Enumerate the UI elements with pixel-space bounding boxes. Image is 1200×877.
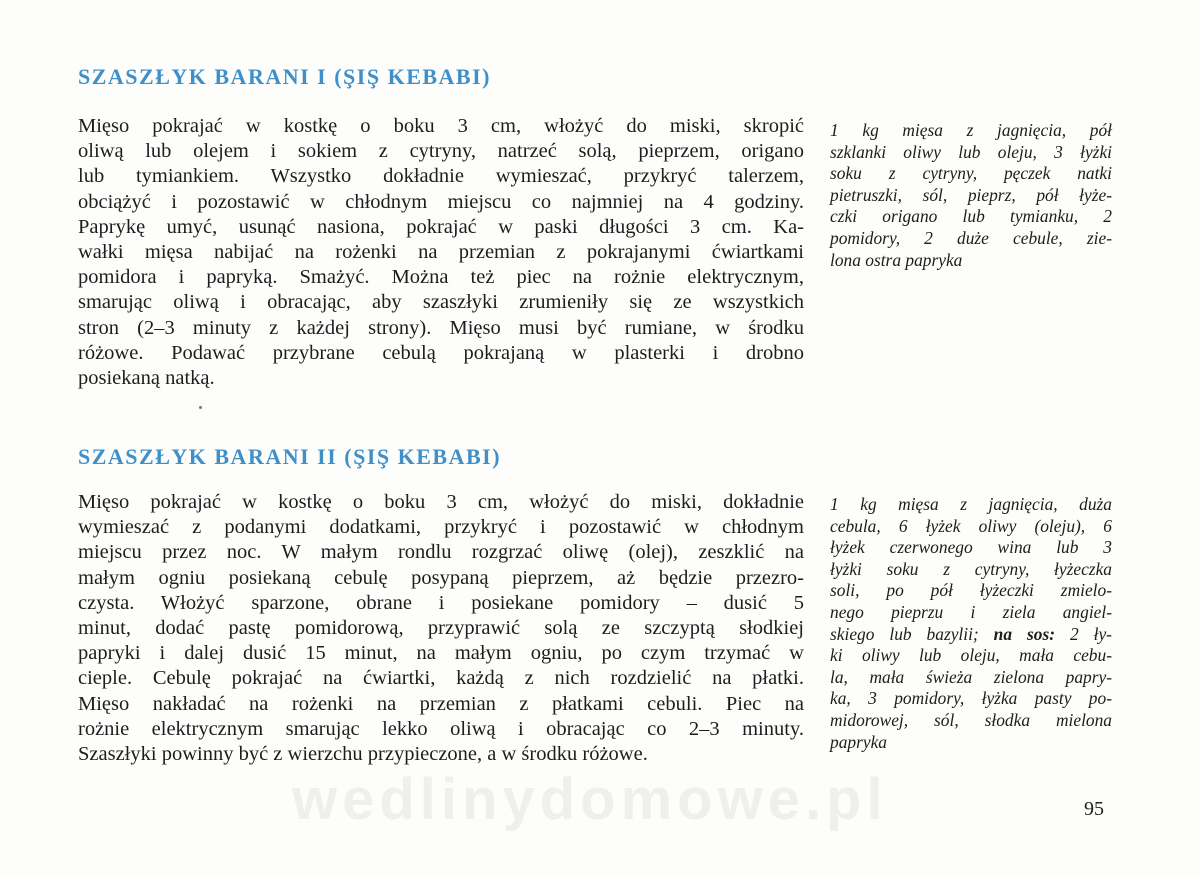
instruction-line: Mięso nakładać na rożenki na przemian z płatkami cebuli. Piec na <box>78 692 804 715</box>
instruction-line: minut, dodać pastę pomidorową, przyprawić solą ze szczyptą słodkiej <box>78 617 804 640</box>
instruction-line: obciążyć i pozostawić w chłodnym miejscu co najmniej na 4 godziny. <box>78 190 804 213</box>
ingredient-line: 1 kg mięsa z jagnięcia, pół <box>830 120 1112 140</box>
instruction-line: papryki i dalej dusić 15 minut, na małym ogniu, po czym trzymać w <box>78 642 804 665</box>
instruction-line: smarując oliwą i obracając, aby szaszłyki zrumieniły się ze wszystkich <box>78 291 804 314</box>
ingredient-line: łyżek czerwonego wina lub 3 <box>830 537 1112 558</box>
instruction-line: wymieszać z podanymi dodatkami, przykryć i pozostawić w chłodnym <box>78 516 804 539</box>
ingredient-line: 1 kg mięsa z jagnięcia, duża <box>830 494 1112 514</box>
watermark: wedlinydomowe.pl <box>292 767 888 832</box>
ingredient-line: soku z cytryny, pęczek natki <box>830 163 1112 184</box>
instruction-line: Szaszłyki powinny być z wierzchu przypieczone, a w środku różowe. <box>78 743 648 766</box>
instruction-line: miejscu przez noc. W małym rondlu rozgrzać oliwę (olej), zeszklić na <box>78 541 804 564</box>
recipe-1-title: SZASZŁYK BARANI I (ŞIŞ KEBABI) <box>78 64 491 89</box>
sauce-text: 2 ły- <box>1069 623 1112 644</box>
instruction-line: lub tymiankiem. Wszystko dokładnie wymieszać, przykryć talerzem, <box>78 165 804 188</box>
ingredient-line: soli, po pół łyżeczki zmielo- <box>830 580 1112 601</box>
ingredient-line-with-sauce <box>830 624 1112 646</box>
ingredient-line: łyżki soku z cytryny, łyżeczka <box>830 558 1112 579</box>
ingredient-line: szklanki oliwy lub oleju, 3 łyżki <box>830 141 1112 162</box>
instruction-line: Mięso pokrajać w kostkę o boku 3 cm, włożyć do miski, dokładnie <box>78 491 804 513</box>
ingredient-line: czki origano lub tymianku, 2 <box>830 206 1112 227</box>
instruction-line: rożnie elektrycznym smarując lekko oliwą i obracając co 2–3 minuty. <box>78 717 804 740</box>
ingredient-line: lona ostra papryka <box>830 249 963 270</box>
instruction-line: cieple. Cebulę pokrajać na ćwiartki, każdą z nich rozdzielić na płatki. <box>78 667 804 690</box>
recipe-2-title: SZASZŁYK BARANI II (ŞIŞ KEBABI) <box>78 444 502 469</box>
ingredient-line: ki oliwy lub oleju, mała cebu- <box>830 645 1112 666</box>
instruction-line: Mięso pokrajać w kostkę o boku 3 cm, włożyć do miski, skropić <box>78 115 804 137</box>
ingredient-line: cebula, 6 łyżek oliwy (oleju), 6 <box>830 515 1112 536</box>
instruction-line: różowe. Podawać przybrane cebulą pokrajaną w plasterki i drobno <box>78 341 804 364</box>
ingredient-line: ka, 3 pomidory, łyżka pasty po- <box>830 688 1112 709</box>
page-number: 95 <box>1084 798 1104 820</box>
ingredient-line: pomidory, 2 duże cebule, zie- <box>830 227 1112 248</box>
instruction-line: oliwą lub olejem i sokiem z cytryny, natrzeć solą, pieprzem, origano <box>78 140 804 163</box>
recipe-2-ingredients <box>830 494 1112 753</box>
recipe-1-ingredients <box>830 120 1112 271</box>
instruction-line: czysta. Włożyć sparzone, obrane i posiekane pomidory – dusić 5 <box>78 591 804 614</box>
print-speck <box>199 406 202 409</box>
instruction-line: stron (2–3 minuty z każdej strony). Mięso musi być rumiane, w środku <box>78 316 804 339</box>
instruction-line: wałki mięsa nabijać na rożenki na przemian z pokrajanymi ćwiartkami <box>78 241 804 264</box>
instruction-line: Paprykę umyć, usunąć nasiona, pokrajać w paski długości 3 cm. Ka- <box>78 215 804 238</box>
recipe-1-instructions <box>78 114 804 391</box>
ingredient-line: midorowej, sól, słodka mielona <box>830 709 1112 730</box>
ingredient-line: pietruszki, sól, pieprz, pół łyże- <box>830 184 1112 205</box>
ingredient-line: la, mała świeża zielona papry- <box>830 666 1112 687</box>
instruction-line: posiekaną natką. <box>78 367 215 390</box>
ingredient-line: nego pieprzu i ziela angiel- <box>830 601 1112 622</box>
ingredient-line: papryka <box>830 731 887 752</box>
instruction-line: małym ogniu posiekaną cebulę posypaną pieprzem, aż będzie przezro- <box>78 566 804 589</box>
instruction-line: pomidora i papryką. Smażyć. Można też piec na rożnie elektrycznym, <box>78 266 804 289</box>
recipe-2-instructions <box>78 490 804 767</box>
ingredient-text: skiego lub bazylii; <box>830 623 979 644</box>
sauce-label: na sos: <box>993 623 1056 644</box>
